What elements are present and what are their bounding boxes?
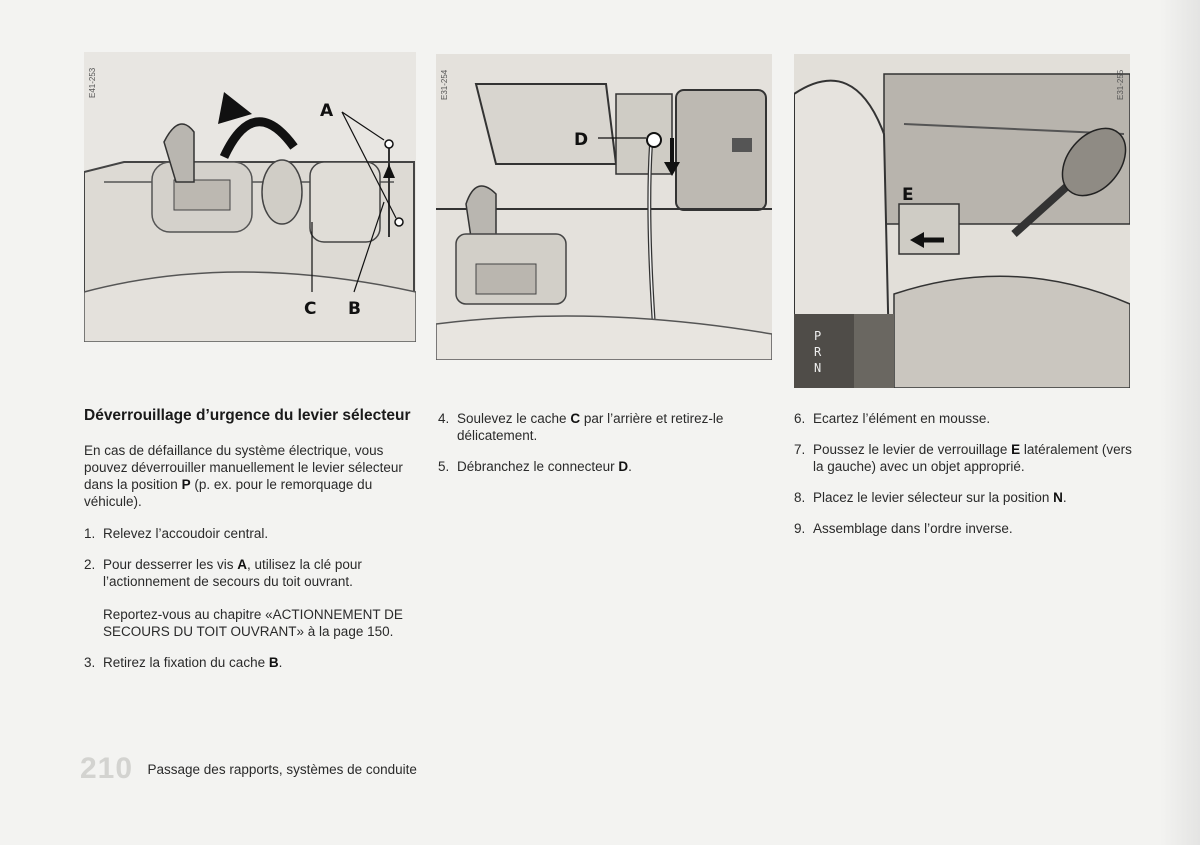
figure-3-label-e: E	[902, 185, 914, 205]
step-item: 6. Ecartez l’élément en mousse.	[794, 411, 991, 426]
figure-1-label-c: C	[304, 299, 317, 319]
figure-3-drawing	[794, 54, 1130, 388]
step-item: 8. Placez le levier sélecteur sur la position N.	[794, 490, 1067, 505]
figure-2-label-d: D	[574, 130, 589, 150]
section-name: Passage des rapports, systèmes de conduite	[147, 761, 417, 777]
step-item: 9. Assemblage dans l’ordre inverse.	[794, 521, 1013, 536]
step-note: Reportez-vous au chapitre «ACTIONNEMENT DE SECOURS DU TOIT OUVRANT» à la page 150.	[103, 607, 403, 639]
step-item: 3. Retirez la fixation du cache B.	[84, 655, 283, 670]
figure-locking-lever	[794, 54, 1130, 388]
section-title: Déverrouillage d’urgence du levier sélecteur	[84, 407, 411, 424]
figure-2-code: E31-254	[440, 69, 449, 100]
step-item: 7. Poussez le levier de verrouillage E latéralement (vers la gauche) avec un objet approprié.	[794, 442, 1132, 474]
step-item: 4. Soulevez le cache C par l’arrière et retirez-le délicatement.	[438, 411, 724, 443]
column-3	[794, 410, 1134, 551]
figure-center-console	[84, 52, 416, 342]
page-number: 210	[80, 752, 134, 785]
figure-1-code: E41-253	[88, 67, 97, 98]
figure-3-code: E31-255	[1116, 69, 1125, 100]
step-item: 2. Pour desserrer les vis A, utilisez la clé pour l’actionnement de secours du toit ouvrant.	[84, 557, 362, 589]
steps-list-3	[794, 410, 1134, 537]
column-2	[438, 410, 768, 489]
intro-paragraph: En cas de défaillance du système électrique, vous pouvez déverrouiller manuellement le levier sélecteur dans la position P (p. ex. pour le remorquage du véhicule).	[84, 443, 403, 509]
column-1	[84, 406, 414, 685]
svg-text:N: N	[814, 361, 822, 375]
step-item: 5. Débranchez le connecteur D.	[438, 459, 632, 474]
figure-1-label-a: A	[320, 101, 334, 121]
step-item: 1. Relevez l’accoudoir central.	[84, 526, 269, 541]
figure-connector	[436, 54, 772, 360]
figure-1-label-b: B	[348, 299, 361, 319]
svg-text:R: R	[814, 345, 822, 359]
figure-1-drawing	[84, 52, 416, 342]
svg-text:P: P	[814, 329, 822, 343]
page-edge-shadow	[1160, 0, 1200, 845]
steps-list-2	[438, 410, 768, 475]
steps-list-1	[84, 525, 414, 671]
page-footer	[80, 752, 417, 786]
figure-2-drawing	[436, 54, 772, 360]
